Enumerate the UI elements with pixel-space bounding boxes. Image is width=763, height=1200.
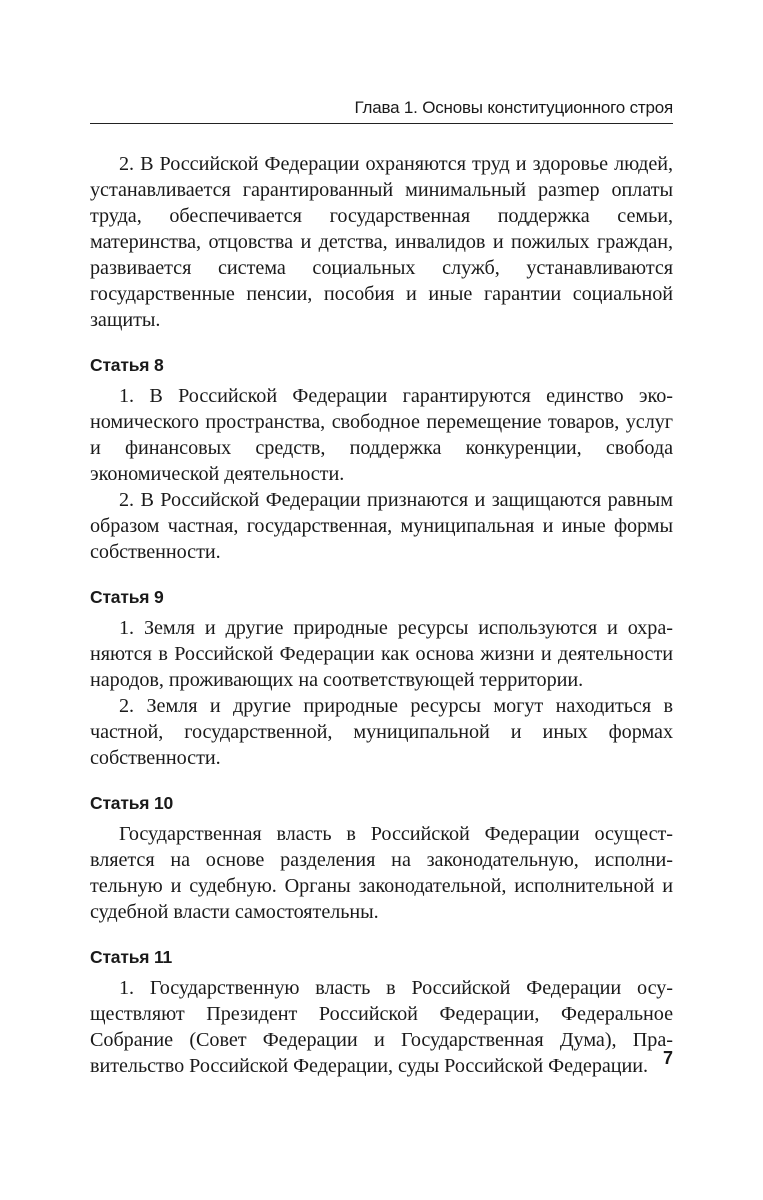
running-header: Глава 1. Основы конституционного строя xyxy=(354,98,673,117)
header-rule xyxy=(90,123,673,124)
document-page xyxy=(90,0,673,1200)
article-9-paragraph-2: 2. Земля и другие природные ресурсы могут находиться в частной, государственной, муниципальной и иных формах собственности. xyxy=(90,695,673,769)
article-9-paragraph-1: 1. Земля и другие природные ресурсы используются и охраняются в Российской Федерации как основа жизни и деятельности народов, проживающих на соответствующей территории. xyxy=(90,617,673,691)
document-body xyxy=(90,151,673,1079)
article-8-heading: Статья 8 xyxy=(90,355,164,375)
article-7-paragraph-2: 2. В Российской Федерации охраняются труд и здоровье людей, устанавливается гарантированный минимальный разmер оплаты труда, обеспечивается государственная поддержка семьи, материнства, отцовства и детства, инвалидов и пожилых граждан, развивается система социальных служб, устанавливаются государственные пенсии, пособия и иные гарантии социальной защиты. xyxy=(90,153,673,331)
page-number: 7 xyxy=(662,1048,673,1068)
article-8-paragraph-2: 2. В Российской Федерации признаются и защищаются равным образом частная, государственная, муниципальная и иные формы собственности. xyxy=(90,489,673,563)
article-10-heading: Статья 10 xyxy=(90,793,174,813)
article-11-heading: Статья 11 xyxy=(90,947,173,967)
article-9-heading: Статья 9 xyxy=(90,587,164,607)
article-8-paragraph-1: 1. В Российской Федерации гарантируются единство экономического пространства, свободное перемещение товаров, услуг и финансовых средств, поддержка конкуренции, свобода экономической деятельности. xyxy=(90,385,673,485)
article-11-paragraph-1: 1. Государственную власть в Российской Федерации осуществляют Президент Российской Федерации, Федеральное Собрание (Совет Федерации и Государственная Дума), Правительство Российской Федерации, суды Российской Федерации. xyxy=(90,977,673,1077)
article-10-paragraph-1: Государственная власть в Российской Федерации осуществляется на основе разделения на законодательную, исполнительную и судебную. Органы законодательной, исполнительной и судебной власти самостоятельны. xyxy=(90,823,673,923)
